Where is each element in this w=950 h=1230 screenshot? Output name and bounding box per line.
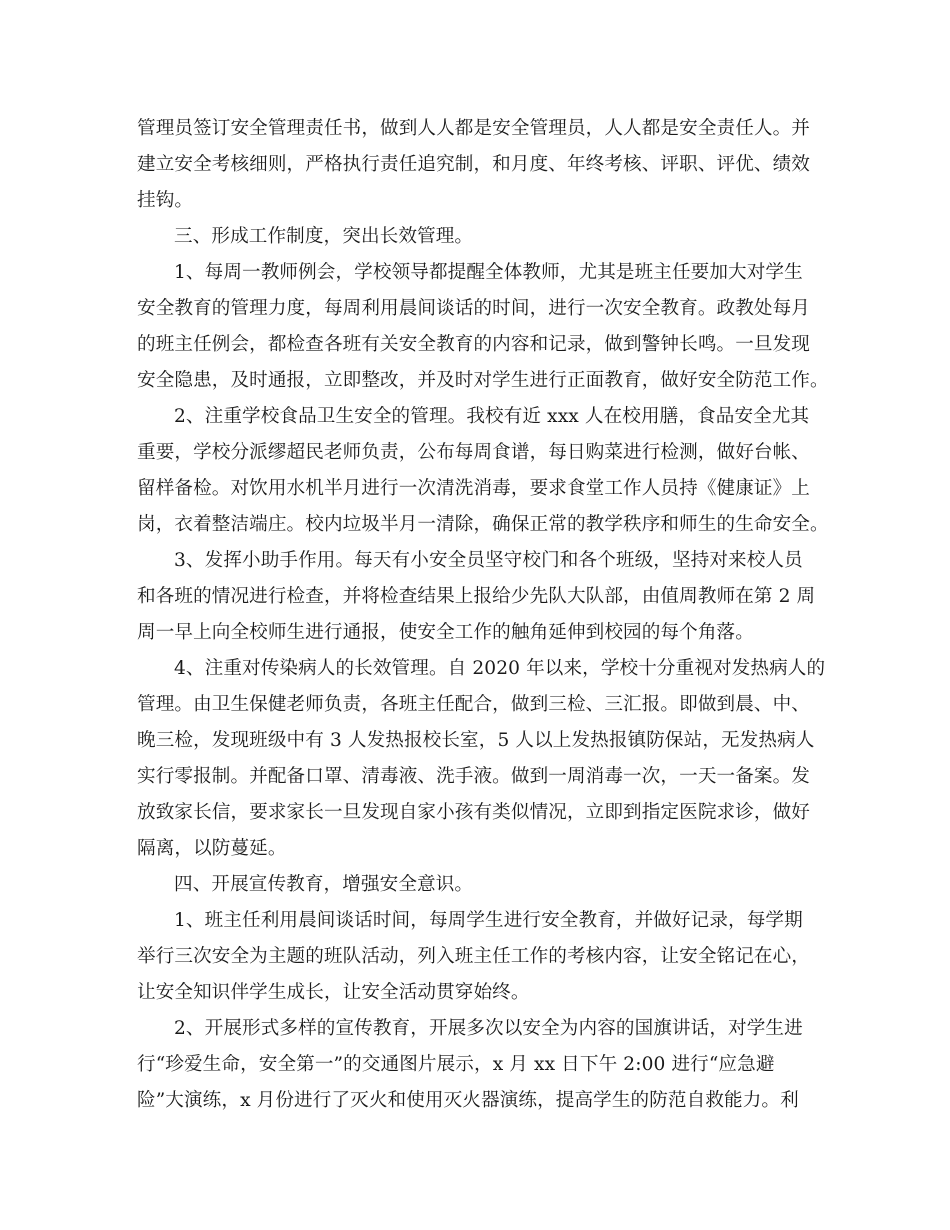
text-line: 管理。由卫生保健老师负责，各班主任配合，做到三检、三汇报。即做到晨、中、 — [137, 694, 810, 715]
text-line: 管理员签订安全管理责任书，做到人人都是安全管理员，人人都是安全责任人。并 — [137, 118, 810, 139]
text-line: 行“珍爱生命，安全第一”的交通图片展示，x 月 xx 日下午 2:00 进行“应急避 — [137, 1054, 775, 1075]
text-line: 安全隐患，及时通报，立即整改，并及时对学生进行正面教育，做好安全防范工作。 — [137, 370, 829, 391]
text-line: 放致家长信，要求家长一旦发现自家小孩有类似情况，立即到指定医院求诊，做好 — [137, 802, 810, 823]
section-heading: 三、形成工作制度，突出长效管理。 — [174, 226, 474, 247]
text-line: 周一早上向全校师生进行通报，使安全工作的触角延伸到校园的每个角落。 — [137, 622, 754, 643]
text-line: 隔离，以防蔓延。 — [137, 838, 287, 859]
text-line: 的班主任例会，都检查各班有关安全教育的内容和记录，做到警钟长鸣。一旦发现 — [137, 334, 810, 355]
text-line: 实行零报制。并配备口罩、清毒液、洗手液。做到一周消毒一次，一天一备案。发 — [137, 766, 810, 787]
text-line: 岗，衣着整洁端庄。校内垃圾半月一清除，确保正常的教学秩序和师生的生命安全。 — [137, 514, 829, 535]
text-line: 险”大演练，x 月份进行了灭火和使用灭火器演练，提高学生的防范自救能力。利 — [137, 1090, 799, 1111]
text-line: 举行三次安全为主题的班队活动，列入班主任工作的考核内容，让安全铭记在心， — [137, 946, 810, 967]
text-line: 2、注重学校食品卫生安全的管理。我校有近 xxx 人在校用膳，食品安全尤其 — [174, 406, 810, 427]
text-line: 1、班主任利用晨间谈话时间，每周学生进行安全教育，并做好记录，每学期 — [174, 910, 803, 931]
text-line: 让安全知识伴学生成长，让安全活动贯穿始终。 — [137, 982, 530, 1003]
section-heading: 四、开展宣传教育，增强安全意识。 — [174, 874, 474, 895]
text-line: 4、注重对传染病人的长效管理。自 2020 年以来，学校十分重视对发热病人的 — [174, 658, 826, 679]
text-line: 建立安全考核细则，严格执行责任追究制，和月度、年终考核、评职、评优、绩效 — [137, 154, 810, 175]
text-line: 2、开展形式多样的宣传教育，开展多次以安全为内容的国旗讲话，对学生进 — [174, 1018, 803, 1039]
text-line: 和各班的情况进行检查，并将检查结果上报给少先队大队部，由值周教师在第 2 周 — [137, 586, 816, 607]
text-line: 重要，学校分派缪超民老师负责，公布每周食谱，每日购菜进行检测，做好台帐、 — [137, 442, 810, 463]
text-line: 留样备检。对饮用水机半月进行一次清洗消毒，要求食堂工作人员持《健康证》上 — [137, 478, 810, 499]
text-line: 安全教育的管理力度，每周利用晨间谈话的时间，进行一次安全教育。政教处每月 — [137, 298, 810, 319]
text-line: 1、每周一教师例会，学校领导都提醒全体教师，尤其是班主任要加大对学生 — [174, 262, 803, 283]
text-line: 晚三检，发现班级中有 3 人发热报校长室，5 人以上发热报镇防保站，无发热病人 — [137, 730, 815, 751]
text-line: 3、发挥小助手作用。每天有小安全员坚守校门和各个班级，坚持对来校人员 — [174, 550, 803, 571]
text-line: 挂钩。 — [137, 190, 194, 211]
